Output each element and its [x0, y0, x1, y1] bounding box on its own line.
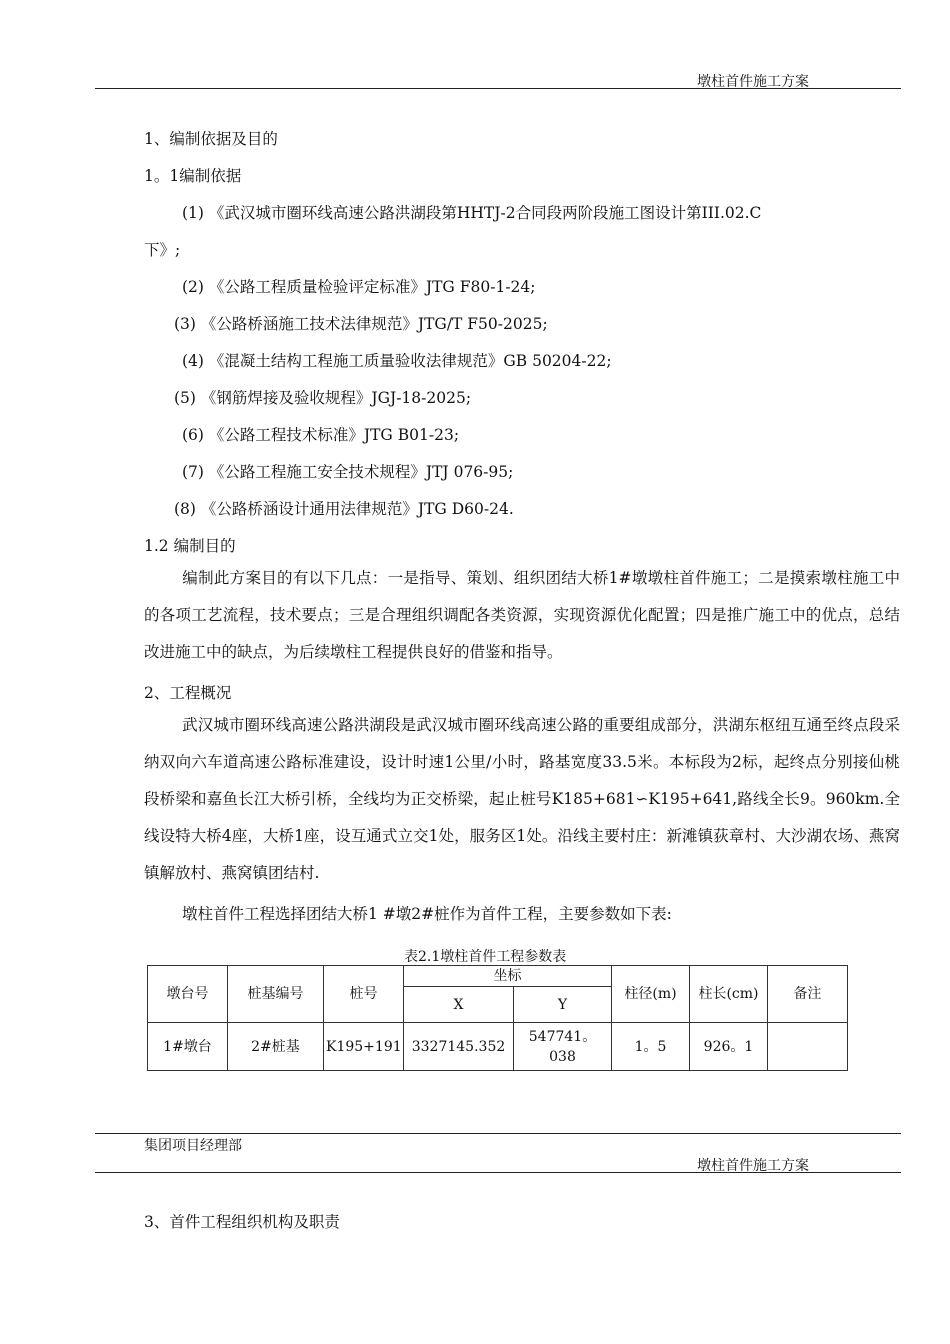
header-pier: 墩台号 [148, 966, 228, 1023]
cell-pier: 1#墩台 [148, 1023, 228, 1071]
header-y: Y [514, 987, 612, 1023]
reference-item-8: (8) 《公路桥涵设计通用法律规范》JTG D60-24. [174, 500, 514, 518]
reference-item-2: (2) 《公路工程质量检验评定标准》JTG F80-1-24; [182, 278, 536, 296]
footer-department: 集团项目经理部 [144, 1138, 242, 1154]
header-rule-2 [95, 1172, 901, 1173]
header-x: X [404, 987, 514, 1023]
section-3-heading: 3、首件工程组织机构及职责 [144, 1213, 340, 1231]
header-station: 桩号 [324, 966, 404, 1023]
section-1-1-heading: 1。1编制依据 [144, 167, 242, 185]
table-intro: 墩柱首件工程选择团结大桥1 #墩2#桩作为首件工程，主要参数如下表: [182, 905, 672, 923]
footer-rule [95, 1133, 901, 1134]
header-coordinate: 坐标 [404, 966, 612, 987]
section-1-2-heading: 1.2 编制目的 [144, 537, 236, 555]
header-length: 柱长(cm) [690, 966, 768, 1023]
reference-item-5: (5) 《钢筋焊接及验收规程》JGJ-18-2025; [174, 389, 472, 407]
reference-item-1: (1) 《武汉城市圈环线高速公路洪湖段第HHTJ-2合同段两阶段施工图设计第III.02.C [182, 204, 762, 222]
reference-item-7: (7) 《公路工程施工安全技术规程》JTJ 076-95; [182, 463, 514, 481]
section-1-heading: 1、编制依据及目的 [144, 130, 278, 148]
page-header-title-2: 墩柱首件施工方案 [697, 1158, 809, 1174]
table-header-row [148, 966, 848, 987]
purpose-paragraph [144, 560, 900, 671]
cell-station: K195+191 [324, 1023, 404, 1071]
cell-diameter: 1。5 [612, 1023, 690, 1071]
overview-text: 武汉城市圈环线高速公路洪湖段是武汉城市圈环线高速公路的重要组成部分，洪湖东枢纽互通至终点段采纳双向六车道高速公路标准建设，设计时速1公里/小时，路基宽度33.5米。本标段为2标，起终点分别接仙桃段桥梁和嘉鱼长江大桥引桥，全线均为正交桥梁，起止桩号K185+681∽K195+641,路线全长9。960km.全线设特大桥4座，大桥1座，设互通式立交1处，服务区1处。沿线主要村庄：新滩镇荻章村、大沙湖农场、燕窝镇解放村、燕窝镇团结村. [144, 716, 900, 882]
parameter-table [147, 965, 848, 1071]
overview-paragraph [144, 707, 900, 892]
page-header-title: 墩柱首件施工方案 [697, 74, 809, 90]
cell-length: 926。1 [690, 1023, 768, 1071]
reference-item-1-cont: 下》; [144, 241, 181, 259]
header-rule [95, 88, 901, 89]
header-diameter: 柱径(m) [612, 966, 690, 1023]
section-2-heading: 2、工程概况 [144, 684, 232, 702]
reference-item-6: (6) 《公路工程技术标准》JTG B01-23; [182, 426, 460, 444]
header-pile-no: 桩基编号 [228, 966, 324, 1023]
reference-item-4: (4) 《混凝土结构工程施工质量验收法律规范》GB 50204-22; [182, 352, 612, 370]
cell-x: 3327145.352 [404, 1023, 514, 1071]
cell-pile-no: 2#桩基 [228, 1023, 324, 1071]
cell-y: 547741。 038 [514, 1023, 612, 1071]
purpose-text: 编制此方案目的有以下几点：一是指导、策划、组织团结大桥1#墩墩柱首件施工；二是摸索墩柱施工中的各项工艺流程，技术要点；三是合理组织调配各类资源，实现资源优化配置；四是推广施工中的优点，总结改进施工中的缺点，为后续墩柱工程提供良好的借鉴和指导。 [144, 569, 900, 661]
table-caption: 表2.1墩柱首件工程参数表 [404, 949, 567, 965]
reference-item-3: (3) 《公路桥涵施工技术法律规范》JTG/T F50-2025; [174, 315, 548, 333]
header-remark: 备注 [768, 966, 848, 1023]
table-row [148, 1023, 848, 1071]
cell-remark [768, 1023, 848, 1071]
